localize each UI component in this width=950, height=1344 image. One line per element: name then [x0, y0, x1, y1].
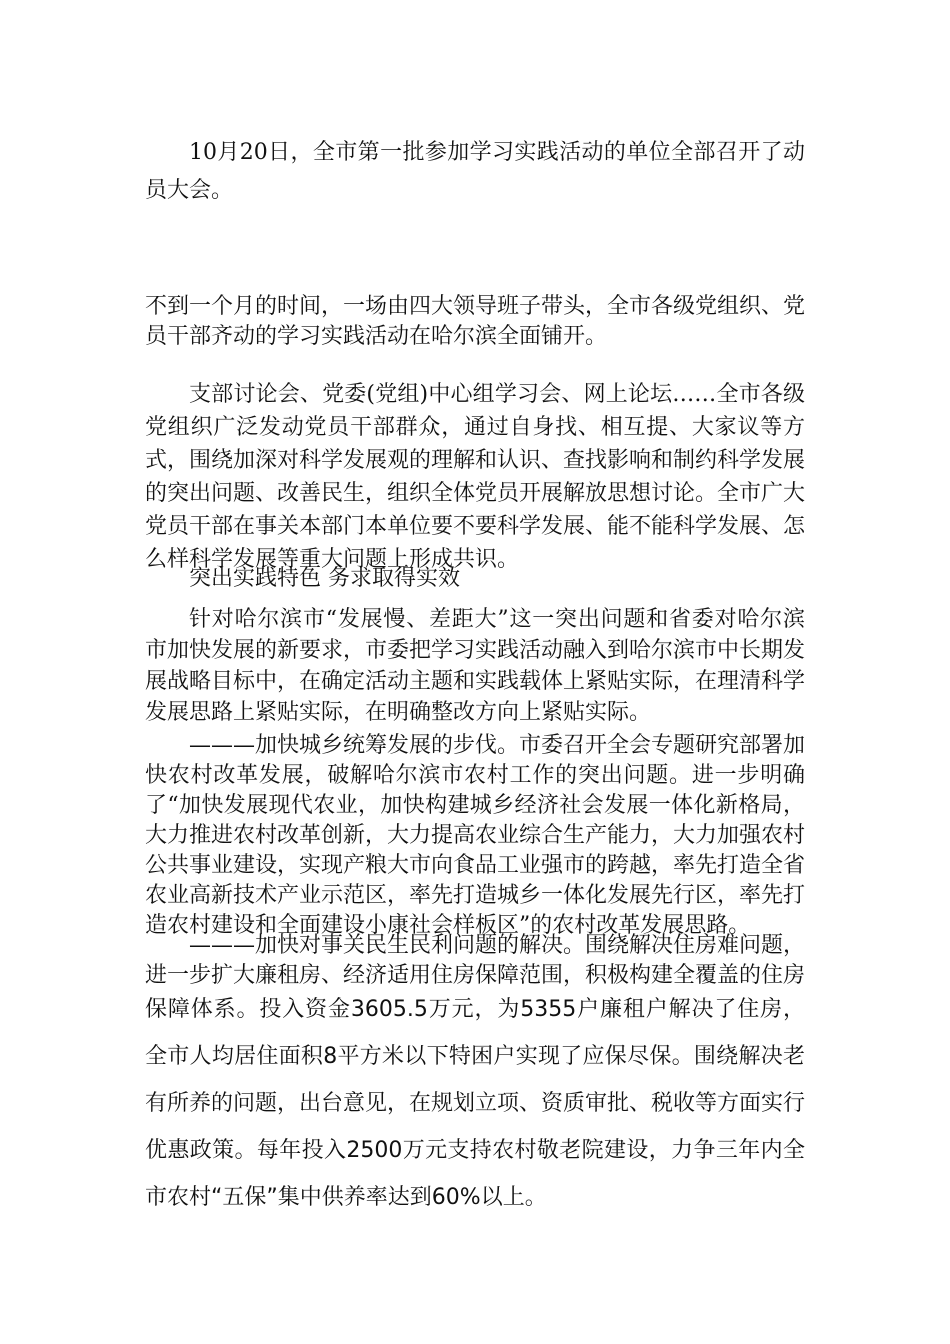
paragraph-development-goals: 针对哈尔滨市“发展慢、差距大”这一突出问题和省委对哈尔滨市加快发展的新要求，市委把学习实践活动融入到哈尔滨市中长期发展战略目标中，在确定活动主题和实践载体上紧贴实际，在理清科学发展思路上紧贴实际，在明确整改方向上紧贴实际。 [145, 607, 806, 725]
paragraph-discussion-consensus: 支部讨论会、党委(党组)中心组学习会、网上论坛……全市各级党组织广泛发动党员干部群众，通过自身找、相互提、大家议等方式，围绕加深对科学发展观的理解和认识、查找影响和制约科学发展的突出问题、改善民生，组织全体党员开展解放思想讨论。全市广大党员干部在事关本部门本单位要不要科学发展、能不能科学发展、怎么样科学发展等重大问题上形成共识。 [145, 382, 806, 572]
paragraph-urban-rural-development: ———加快城乡统筹发展的步伐。市委召开全会专题研究部署加快农村改革发展，破解哈尔滨市农村工作的突出问题。进一步明确了“加快发展现代农业，加快构建城乡经济社会发展一体化新格局，大力推进农村改革创新，大力提高农业综合生产能力，大力加强农村公共事业建设，实现产粮大市向食品工业强市的跨越，率先打造全省农业高新技术产业示范区，率先打造城乡一体化发展先行区，率先打造农村建设和全面建设小康社会样板区”的农村改革发展思路。 [145, 733, 806, 938]
paragraph-mobilization-meeting: 10月20日，全市第一批参加学习实践活动的单位全部召开了动员大会。 [145, 140, 805, 203]
paragraph-activity-launch: 不到一个月的时间，一场由四大领导班子带头，全市各级党组织、党员干部齐动的学习实践活动在哈尔滨全面铺开。 [145, 294, 806, 349]
section-heading: 突出实践特色 务求取得实效 [189, 566, 460, 591]
paragraph-livelihood-issues: ———加快对事关民生民利问题的解决。围绕解决住房难问题，进一步扩大廉租房、经济适用住房保障范围，积极构建全覆盖的住房 [145, 933, 806, 988]
paragraph-housing-elderly-support: 保障体系。投入资金3605.5万元，为5355户廉租户解决了住房，全市人均居住面积8平方米以下特困户实现了应保尽保。围绕解决老有所养的问题，出台意见，在规划立项、资质审批、税收等方面实行优惠政策。每年投入2500万元支持农村敬老院建设，力争三年内全市农村“五保”集中供养率达到60%以上。 [145, 997, 806, 1210]
